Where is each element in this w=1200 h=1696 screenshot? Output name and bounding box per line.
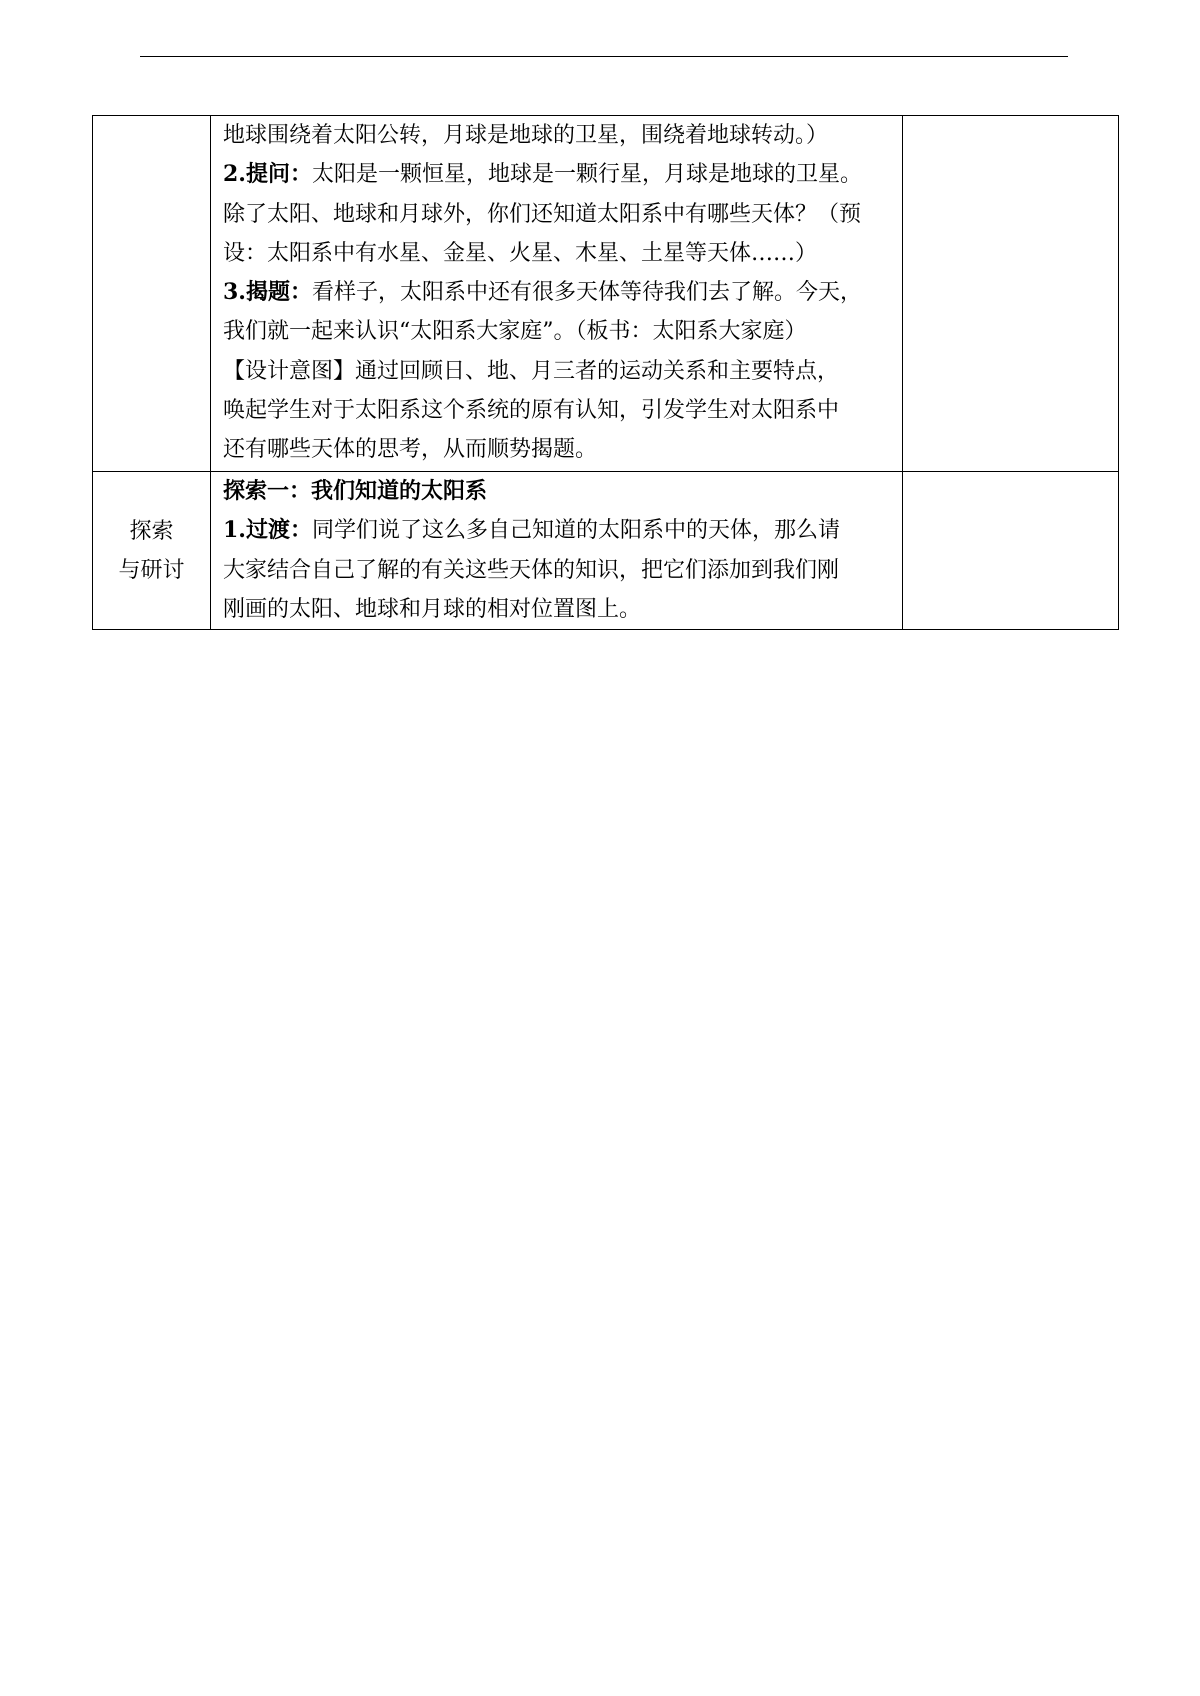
text-line [223,430,893,469]
text-line [223,155,893,194]
text-line [223,511,893,550]
stage-label-line2: 与研讨 [118,557,185,583]
content-text-explore [211,472,902,629]
text-line [223,273,893,312]
table-row-intro [93,116,1119,472]
text-line [223,116,893,155]
text-segment: 看样子，太阳系中还有很多天体等待我们去了解。今天， [311,280,862,306]
bold-text-segment: 探索一：我们知道的太阳系 [223,478,488,504]
text-segment: 刚画的太阳、地球和月球的相对位置图上。 [223,596,642,622]
text-line [223,551,893,590]
text-line [223,391,893,430]
text-line [223,312,893,351]
bold-text-segment: 3.揭题： [223,279,312,306]
notes-cell-intro [903,116,1119,472]
text-segment: 唤起学生对于太阳系这个系统的原有认知，引发学生对太阳系中 [223,398,840,424]
content-cell-explore [211,472,903,630]
table-row-explore [93,472,1119,630]
text-segment: 除了太阳、地球和月球外，你们还知道太阳系中有哪些天体？（预 [223,201,862,227]
lesson-plan-table [92,115,1119,630]
text-segment: 我们就一起来认识“太阳系大家庭”。（板书：太阳系大家庭） [223,319,807,345]
stage-label-line1: 探索 [129,518,174,544]
header-rule [140,56,1068,57]
text-segment: 同学们说了这么多自己知道的太阳系中的天体，那么请 [311,518,840,544]
notes-cell-explore [903,472,1119,630]
text-line [223,352,893,391]
text-line [223,234,893,273]
text-segment: 【设计意图】 [223,358,356,384]
text-segment: 太阳是一颗恒星，地球是一颗行星，月球是地球的卫星。 [311,162,862,188]
text-segment: 设：太阳系中有水星、金星、火星、木星、土星等天体……） [223,240,818,266]
text-segment: 地球围绕着太阳公转，月球是地球的卫星，围绕着地球转动。） [223,123,829,148]
content-cell-intro [211,116,903,472]
text-line [223,195,893,234]
bold-text-segment: 1.过渡： [223,517,312,544]
text-line [223,472,893,511]
bold-text-segment: 2.提问： [223,161,312,188]
text-segment: 大家结合自己了解的有关这些天体的知识，把它们添加到我们刚 [223,557,840,583]
stage-cell-empty [93,116,211,472]
content-text-intro [211,116,902,470]
text-segment: 通过回顾日、地、月三者的运动关系和主要特点， [355,358,840,384]
stage-cell-explore [93,472,211,630]
text-line [223,590,893,629]
text-segment: 还有哪些天体的思考，从而顺势揭题。 [223,437,598,463]
